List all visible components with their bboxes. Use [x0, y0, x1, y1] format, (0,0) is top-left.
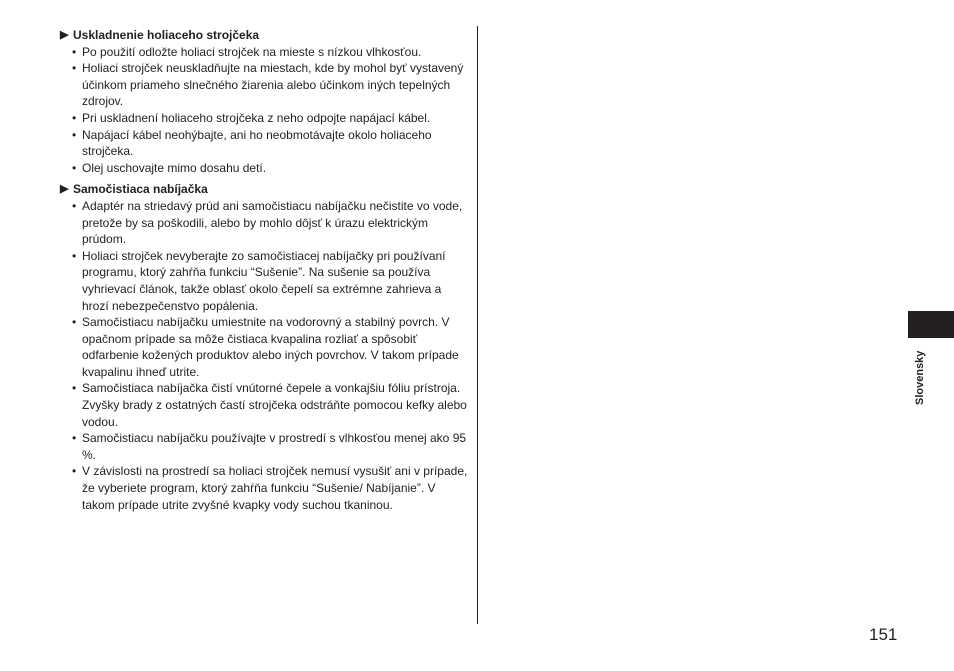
bullet-icon: • [72, 381, 77, 396]
list-item [60, 463, 470, 513]
list-item-text: Adaptér na striedavý prúd ani samočistiacu nabíjačku nečistite vo vode, pretože by sa poškodili, alebo by mohlo dôjsť k úrazu elektrickým prúdom. [82, 198, 463, 247]
right-arrow-icon: ▶ [60, 29, 69, 41]
bullet-icon: • [72, 160, 77, 175]
list-item [60, 110, 470, 127]
language-tab-marker [908, 311, 954, 338]
bullet-icon: • [72, 127, 77, 142]
charger-bullet-list [60, 198, 470, 513]
section-heading-storage [60, 27, 470, 44]
section-heading-charger [60, 181, 470, 198]
list-item [60, 160, 470, 177]
list-item [60, 60, 470, 110]
list-item-text: Holiaci strojček neuskladňujte na miestach, kde by mohol byť vystavený účinkom priameho slnečného žiarenia alebo účinkom iných tepelných zdrojov. [82, 61, 464, 109]
list-item [60, 44, 470, 61]
bullet-icon: • [72, 44, 77, 59]
main-text-column [60, 25, 470, 513]
list-item [60, 127, 470, 160]
storage-bullet-list [60, 44, 470, 177]
list-item [60, 198, 470, 248]
bullet-icon: • [72, 464, 77, 479]
bullet-icon: • [72, 61, 77, 76]
page-number: 151 [869, 625, 898, 644]
list-item-text: Holiaci strojček nevyberajte zo samočistiacej nabíjačky pri používaní programu, ktorý zahŕňa funkciu “Sušenie”. Na sušenie sa používa vyhrievací článok, takže oblasť okolo čepelí sa extrémne zahrieva a hrozí nebezpečenstvo popálenia. [82, 248, 446, 313]
bullet-icon: • [72, 248, 77, 263]
bullet-icon: • [72, 110, 77, 125]
bullet-icon: • [72, 198, 77, 213]
list-item-text: Olej uschovajte mimo dosahu detí. [82, 160, 267, 175]
list-item-text: Po použití odložte holiaci strojček na mieste s nízkou vlhkosťou. [82, 44, 422, 59]
list-item-text: Napájací kábel neohýbajte, ani ho neobmotávajte okolo holiaceho strojčeka. [82, 127, 432, 159]
list-item-text: Samočistiacu nabíjačku umiestnite na vodorovný a stabilný povrch. V opačnom prípade sa môže čistiaca kvapalina rozliať a spôsobiť odfarbenie kožených produktov alebo iných povrchov. V takom prípade kvapalinu ihneď utrite. [82, 315, 459, 379]
list-item-text: Samočistiacu nabíjačku používajte v prostredí s vlhkosťou menej ako 95 %. [82, 431, 467, 462]
section-heading-text: Uskladnenie holiaceho strojčeka [73, 28, 260, 42]
column-divider [477, 26, 478, 624]
list-item [60, 380, 470, 430]
list-item [60, 314, 470, 380]
bullet-icon: • [72, 315, 77, 330]
list-item-text: Pri uskladnení holiaceho strojčeka z neho odpojte napájací kábel. [82, 110, 431, 125]
section-heading-text: Samočistiaca nabíjačka [73, 182, 208, 197]
bullet-icon: • [72, 431, 77, 446]
list-item [60, 430, 470, 463]
list-item-text: Samočistiaca nabíjačka čistí vnútorné čepele a vonkajšiu fóliu prístroja. Zvyšky brady z ostatných častí strojčeka odstráňte pomocou kefky alebo vodou. [82, 381, 467, 429]
language-label: Slovensky [914, 350, 926, 405]
list-item [60, 248, 470, 314]
list-item-text: V závislosti na prostredí sa holiaci strojček nemusí vysušiť ani v prípade, že vyberiete program, ktorý zahŕňa funkciu “Sušenie/ Nabíjanie”. V takom prípade utrite zvyšné kvapky vody suchou tkaninou. [82, 464, 468, 512]
right-arrow-icon: ▶ [60, 183, 69, 196]
